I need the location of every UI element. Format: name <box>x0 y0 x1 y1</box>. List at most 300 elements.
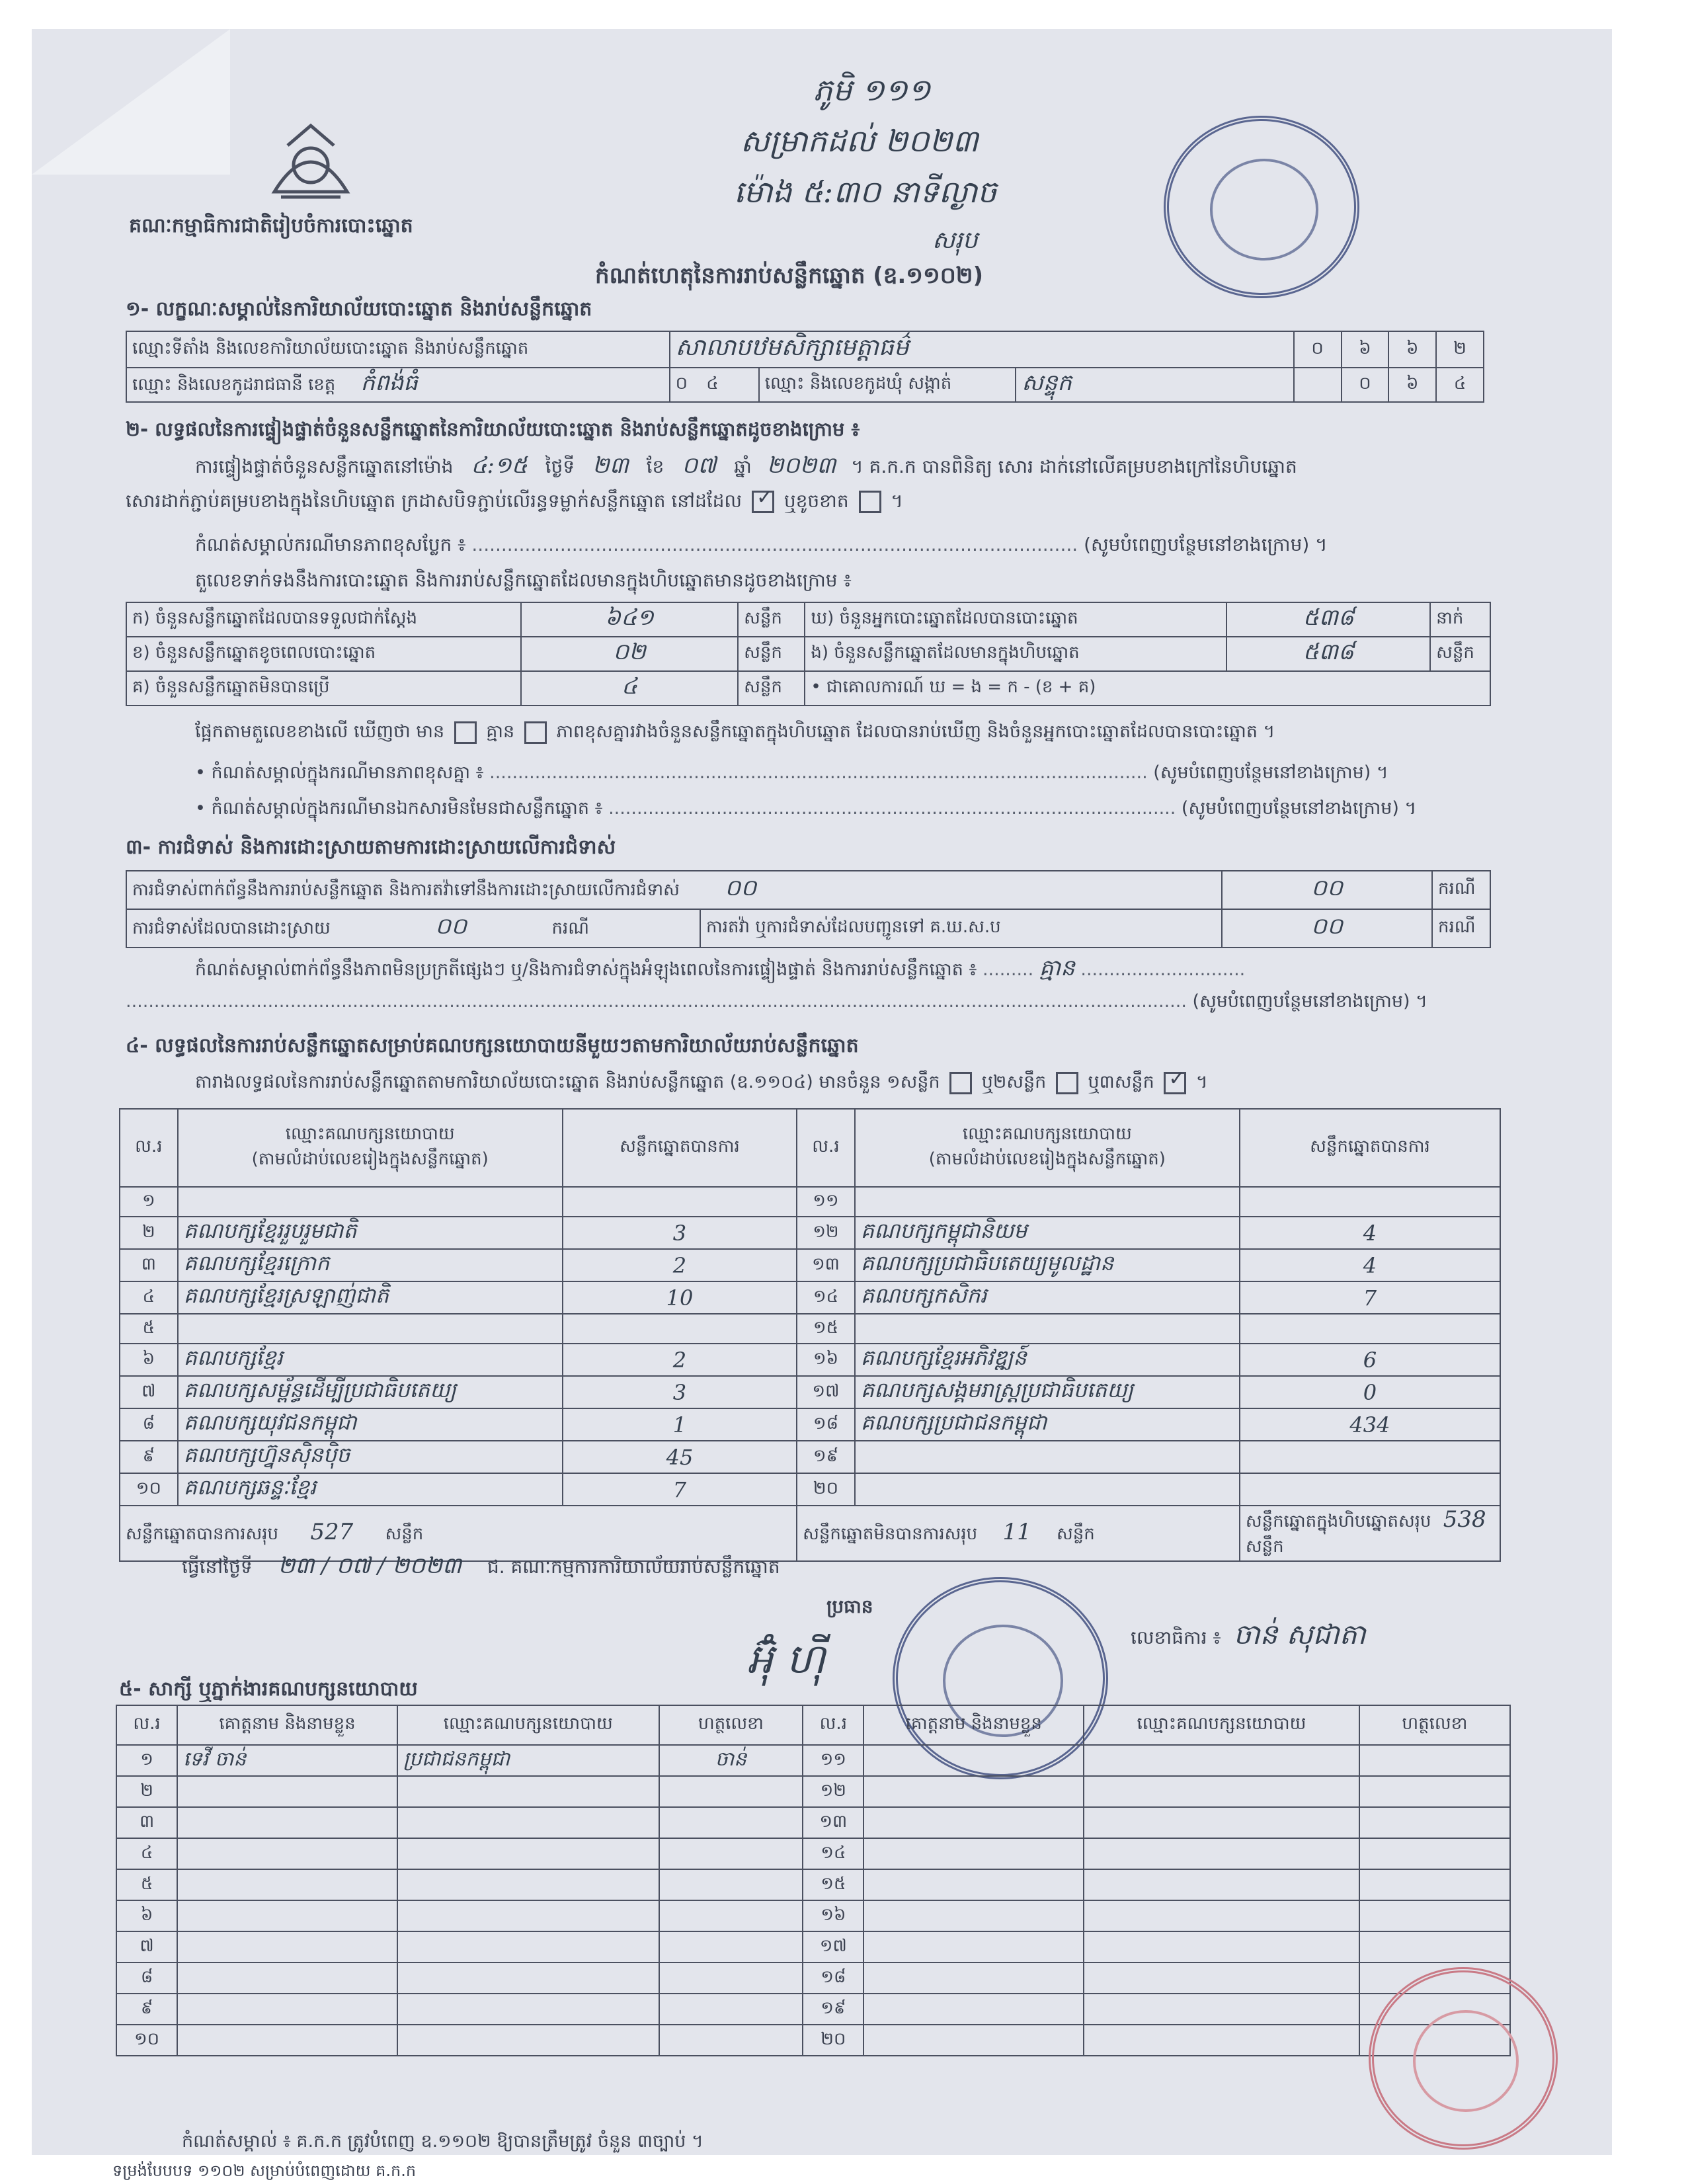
section-2-heading: ២- លទ្ធផលនៃការផ្ទៀងផ្ទាត់ចំនួនសន្លឹកឆ្នោតនៃការិយាល័យបោះឆ្នោត និងរាប់សន្លឹកឆ្នោតដូចខាងក្រោម ៖ <box>126 418 860 440</box>
party-name: គណបក្សខ្មែរស្រឡាញ់ជាតិ <box>178 1281 563 1314</box>
intact-checkbox[interactable]: ✓ <box>752 491 774 513</box>
table-row <box>120 1441 1500 1473</box>
forwarded-label: ការតវ៉ា ឬការជំទាស់ដែលបញ្ជូនទៅ គ.ឃ.ស.ប <box>700 909 1222 948</box>
party-name <box>855 1441 1240 1473</box>
total-invalid-unit: សន្លឹក <box>1056 1524 1095 1544</box>
col-party-subtitle: (តាមលំដាប់លេខរៀងក្នុងសន្លឹកឆ្នោត) <box>251 1149 489 1169</box>
damaged-checkbox[interactable] <box>859 491 881 513</box>
secretary-signature: ចាន់ សុជាតា <box>1233 1618 1366 1650</box>
party-name <box>855 1473 1240 1506</box>
code-digit: ២ <box>1436 331 1484 368</box>
dotted-line: ....................................................................................................... <box>471 534 1078 555</box>
col-party <box>178 1109 563 1187</box>
fill-note: (សូមបំពេញបន្ថែមនៅខាងក្រោម) ។ <box>1084 534 1328 555</box>
col-no: ល.រ <box>116 1705 177 1745</box>
witness-party <box>1084 2025 1359 2056</box>
row-number: ៥ <box>120 1314 178 1344</box>
results-body <box>120 1187 1500 1506</box>
table-row <box>120 1344 1500 1376</box>
witness-signature <box>659 1994 803 2025</box>
col-name: គោត្តនាម និងនាមខ្លួន <box>863 1705 1084 1745</box>
irregularity-remark-line-2 <box>126 991 1427 1016</box>
signing-date-value: ២៣ / ០៧ / ២០២៣ <box>278 1553 462 1579</box>
row-number: ៧ <box>120 1376 178 1408</box>
witness-name <box>863 1838 1084 1869</box>
figure-e-value: ៥៣៨ <box>1226 637 1430 671</box>
witness-party <box>397 1807 659 1838</box>
total-valid-label: សន្លឹកឆ្នោតបានការសរុប <box>126 1524 279 1544</box>
table-row <box>120 1314 1500 1344</box>
irregularity-remark-label: កំណត់សម្គាល់ពាក់ព័ន្ធនឹងភាពមិនប្រក្រតីផ្សេងៗ ឬ/និងការជំទាស់ក្នុងអំឡុងពេលនៃការផ្ទៀងផ្ទាត់ និងការរាប់សន្លឹកឆ្នោត ៖ <box>195 959 977 980</box>
vote-count <box>1240 1187 1500 1217</box>
party-name: គណបក្សសង្គមរាស្ត្រប្រជាធិបតេយ្យ <box>855 1376 1240 1408</box>
dotted-line: ........................................................................................................................................................................................... <box>126 991 1187 1012</box>
table-row <box>120 1249 1500 1281</box>
resolved-unit: ករណី <box>551 918 589 938</box>
ballot-figures-table <box>126 602 1491 706</box>
objections-table <box>126 870 1491 948</box>
dotted-line: ............................. <box>1080 959 1246 980</box>
figure-c-value: ៤ <box>521 671 738 706</box>
vote-count: 7 <box>1240 1281 1500 1314</box>
witness-name <box>863 1962 1084 1994</box>
comparison-text-b: គ្មាន <box>486 721 515 742</box>
verification-text-d: ឆ្នាំ <box>734 456 752 477</box>
forwarded-unit: ករណី <box>1432 909 1490 948</box>
row-number: ១៥ <box>803 1869 863 1900</box>
code-digit: ៦ <box>1342 331 1389 368</box>
vote-count: 2 <box>563 1344 797 1376</box>
code-digit: ៤ <box>1436 368 1484 402</box>
total-box-label: សន្លឹកឆ្នោតក្នុងហិបឆ្នោតសរុប <box>1245 1512 1431 1531</box>
party-name: គណបក្សកសិករ <box>855 1281 1240 1314</box>
section-5-heading: ៥- សាក្សី ឬភ្នាក់ងារគណបក្សនយោបាយ <box>119 1678 418 1701</box>
difference-yes-checkbox[interactable] <box>454 721 477 744</box>
discrepancy-remark <box>195 533 1328 560</box>
section-1-table <box>126 331 1484 403</box>
row-number: ១៧ <box>797 1376 855 1408</box>
official-seal-top <box>1164 116 1359 298</box>
row-number: ៤ <box>120 1281 178 1314</box>
comparison-note <box>195 721 1275 747</box>
commune-label: ឈ្មោះ និងលេខកូដឃុំ សង្កាត់ <box>759 368 1016 402</box>
col-party-title: ឈ្មោះគណបក្សនយោបាយ <box>285 1124 455 1144</box>
col-party <box>855 1109 1240 1187</box>
party-name <box>855 1187 1240 1217</box>
witness-party <box>1084 1900 1359 1931</box>
province-code <box>670 368 759 402</box>
row-number: ១៧ <box>803 1931 863 1962</box>
committee-label: ជ. គណៈកម្មការការិយាល័យរាប់សន្លឹកឆ្នោត <box>487 1556 780 1578</box>
difference-remark <box>195 762 1388 788</box>
witness-name <box>863 2025 1084 2056</box>
signing-date-label: ធ្វើនៅថ្ងៃទី <box>182 1556 253 1578</box>
vote-count <box>563 1314 797 1344</box>
table-row <box>120 1187 1500 1217</box>
col-votes: សន្លឹកឆ្នោតបានការ <box>563 1109 797 1187</box>
col-party-subtitle: (តាមលំដាប់លេខរៀងក្នុងសន្លឹកឆ្នោត) <box>928 1149 1166 1169</box>
witness-body <box>116 1745 1510 2056</box>
witness-party <box>1084 1994 1359 2025</box>
table-row <box>120 1376 1500 1408</box>
row-number: ២ <box>120 1217 178 1249</box>
vote-count: 45 <box>563 1441 797 1473</box>
witness-party <box>397 1869 659 1900</box>
witness-name: ទេវី ចាន់ <box>177 1745 397 1776</box>
emblem <box>261 119 360 205</box>
col-party: ឈ្មោះគណបក្សនយោបាយ <box>397 1705 659 1745</box>
verification-text-b: ថ្ងៃទី <box>545 456 575 477</box>
difference-no-checkbox[interactable] <box>524 721 547 744</box>
figure-a-label: ក) ចំនួនសន្លឹកឆ្នោតដែលបានទទួលជាក់ស្តែង <box>126 602 521 637</box>
commune-value: សន្ទុក <box>1016 368 1293 402</box>
table-row <box>120 1408 1500 1441</box>
secretary-label: លេខាធិការ ៖ <box>1131 1627 1221 1648</box>
vote-count: 2 <box>563 1249 797 1281</box>
code-digit: ០ <box>1294 331 1342 368</box>
total-box-value: 538 <box>1443 1506 1486 1533</box>
signing-date <box>182 1551 780 1584</box>
witness-name <box>177 1994 397 2025</box>
row-number: ១ <box>120 1187 178 1217</box>
results-sheet-count: តារាងលទ្ធផលនៃការរាប់សន្លឹកឆ្នោតតាមការិយាល័យបោះឆ្នោត និងរាប់សន្លឹកឆ្នោត (ឧ.១១០៤) មានចំនួន ១សន្លឹក ឬ២សន្លឹក ឬ៣សន្លឹក ✓ ។ <box>195 1071 1208 1097</box>
witness-name <box>177 1900 397 1931</box>
one-sheet-checkbox[interactable] <box>949 1072 972 1094</box>
col-sign: ហត្ថលេខា <box>659 1705 803 1745</box>
witness-party <box>1084 1838 1359 1869</box>
witness-name <box>177 1962 397 1994</box>
row-number: ១៥ <box>797 1314 855 1344</box>
witness-signature <box>1359 1776 1510 1807</box>
row-number: ១៦ <box>797 1344 855 1376</box>
table-row <box>120 1217 1500 1249</box>
official-seal-bottom <box>1369 1967 1558 2150</box>
code-digit <box>1294 368 1342 402</box>
code-digit: ៦ <box>1388 331 1436 368</box>
row-number: ១៣ <box>797 1249 855 1281</box>
handwritten-annotation-1: ភូមិ ១១១ <box>813 72 931 108</box>
witness-party <box>397 1776 659 1807</box>
handwritten-annotation-4: សរុប <box>932 227 978 254</box>
witness-signature <box>1359 1869 1510 1900</box>
comparison-text-a: ផ្អែកតាមតួលេខខាងលើ ឃើញថា មាន <box>195 721 445 742</box>
table-row <box>116 1962 1510 1994</box>
irregularity-remark-value: គ្មាន <box>1039 955 1075 981</box>
chair-label: ប្រធាន <box>826 1596 873 1617</box>
fill-note: (សូមបំពេញបន្ថែមនៅខាងក្រោម) ។ <box>1153 762 1388 783</box>
figure-c-unit: សន្លឹក <box>738 671 805 706</box>
dotted-line: .................................................................................................................... <box>489 762 1148 783</box>
total-box-unit: សន្លឹក <box>1245 1537 1284 1557</box>
formula: • ជាគោលការណ៍ ឃ = ង = ក - (ខ + គ) <box>805 671 1490 706</box>
org-name: គណៈកម្មាធិការជាតិរៀបចំការបោះឆ្នោត <box>129 214 413 237</box>
vote-count: 10 <box>563 1281 797 1314</box>
witness-party <box>1084 1776 1359 1807</box>
resolved-label-text: ការជំទាស់ដែលបានដោះស្រាយ <box>132 918 331 938</box>
row-number: ៤ <box>116 1838 177 1869</box>
witness-signature <box>1359 1745 1510 1776</box>
table-row <box>116 1745 1510 1776</box>
table-row <box>116 1838 1510 1869</box>
total-invalid <box>797 1506 1240 1561</box>
col-no: ល.រ <box>120 1109 178 1187</box>
witness-party <box>397 1994 659 2025</box>
province-label <box>126 368 670 402</box>
table-row <box>116 2025 1510 2056</box>
table-row <box>120 1473 1500 1506</box>
table-row <box>116 1869 1510 1900</box>
objections-row-1-label: ការជំទាស់ពាក់ព័ន្ធនឹងការរាប់សន្លឹកឆ្នោត និងការតវ៉ាទៅនឹងការដោះស្រាយលើការជំទាស់ <box>132 880 680 900</box>
row-number: ២០ <box>803 2025 863 2056</box>
col-votes: សន្លឹកឆ្នោតបានការ <box>1240 1109 1500 1187</box>
figure-d-unit: នាក់ <box>1430 602 1490 637</box>
row-number: ១ <box>116 1745 177 1776</box>
figure-e-label: ង) ចំនួនសន្លឹកឆ្នោតដែលមានក្នុងហិបឆ្នោត <box>805 637 1226 671</box>
row-number: ៥ <box>116 1869 177 1900</box>
results-sheet-intro: តារាងលទ្ធផលនៃការរាប់សន្លឹកឆ្នោតតាមការិយាល័យបោះឆ្នោត និងរាប់សន្លឹកឆ្នោត (ឧ.១១០៤) មានចំនួន ១សន្លឹក <box>195 1072 940 1092</box>
party-name <box>855 1314 1240 1344</box>
party-name: គណបក្សយុវជនកម្ពុជា <box>178 1408 563 1441</box>
witness-signature <box>659 1962 803 1994</box>
party-name: គណបក្សខ្មែររួបរួមជាតិ <box>178 1217 563 1249</box>
code-digit: ៦ <box>1388 368 1436 402</box>
row-number: ១១ <box>797 1187 855 1217</box>
row-number: ៧ <box>116 1931 177 1962</box>
row-number: ១១ <box>803 1745 863 1776</box>
verification-text-c: ខែ <box>646 456 664 477</box>
vote-count: 3 <box>563 1217 797 1249</box>
fill-note: (សូមបំពេញបន្ថែមនៅខាងក្រោម) ។ <box>1181 798 1417 819</box>
code-digit: ៤ <box>706 374 719 393</box>
row-number: ១៤ <box>797 1281 855 1314</box>
table-row <box>116 1900 1510 1931</box>
row-number: ១០ <box>116 2025 177 2056</box>
objections-count: ០០ <box>725 875 757 901</box>
vote-count <box>563 1187 797 1217</box>
non-ballot-remark <box>195 797 1416 823</box>
total-invalid-value: 11 <box>1002 1519 1031 1545</box>
vote-count <box>1240 1441 1500 1473</box>
figure-e-unit: សន្លឹក <box>1430 637 1490 671</box>
two-sheet-label: ឬ២សន្លឹក <box>981 1072 1047 1092</box>
verification-line-2: សោរដាក់ភ្ជាប់គម្របខាងក្នុងនៃហិបឆ្នោត ក្រដាសបិទភ្ជាប់លើរន្ធទម្លាក់សន្លឹកឆ្នោត នៅដដែល ✓ ឬខូចខាត ។ <box>126 486 903 512</box>
vote-count: 0 <box>1240 1376 1500 1408</box>
row-number: ៨ <box>120 1408 178 1441</box>
witness-signature <box>659 1838 803 1869</box>
col-name: គោត្តនាម និងនាមខ្លួន <box>177 1705 397 1745</box>
witness-name <box>863 1931 1084 1962</box>
row-number: ១៨ <box>797 1408 855 1441</box>
vote-count: 434 <box>1240 1408 1500 1441</box>
table-intro: តួលេខទាក់ទងនឹងការបោះឆ្នោត និងការរាប់សន្លឹកឆ្នោតដែលមានក្នុងហិបឆ្នោតមានដូចខាងក្រោម ៖ <box>195 569 852 591</box>
code-digit: ០ <box>1342 368 1389 402</box>
verification-text-e: ។ គ.ក.ក បានពិនិត្យ សោរ ដាក់នៅលើគម្របខាងក្រៅនៃហិបឆ្នោត <box>851 456 1297 477</box>
row-number: ៨ <box>116 1962 177 1994</box>
section-3-heading: ៣- ការជំទាស់ និងការដោះស្រាយតាមការដោះស្រាយលើការជំទាស់ <box>126 836 616 859</box>
witness-name <box>177 1776 397 1807</box>
row-number: ១២ <box>797 1217 855 1249</box>
col-sign: ហត្ថលេខា <box>1359 1705 1510 1745</box>
witness-signature <box>659 2025 803 2056</box>
witness-party <box>1084 1745 1359 1776</box>
non-ballot-remark-label: • កំណត់សម្គាល់ក្នុងករណីមានឯកសារមិនមែនជាសន្លឹកឆ្នោត ៖ <box>195 798 603 819</box>
three-sheet-label: ឬ៣សន្លឹក <box>1088 1072 1154 1092</box>
folded-corner <box>32 29 230 175</box>
party-name: គណបក្សខ្មែរក្រោក <box>178 1249 563 1281</box>
document-title: កំណត់ហេតុនៃការរាប់សន្លឹកឆ្នោត (ឧ.១១០២) <box>595 263 984 289</box>
witness-name <box>863 1900 1084 1931</box>
vote-count: 7 <box>563 1473 797 1506</box>
province-label-text: ឈ្មោះ និងលេខកូដរាជធានី ខេត្ត <box>132 375 336 395</box>
objections-appeal-count: ០០ <box>1222 871 1432 909</box>
row-number: ១៩ <box>797 1441 855 1473</box>
party-name: គណបក្សខ្មែរ <box>178 1344 563 1376</box>
dotted-line: ......... <box>982 959 1034 980</box>
witness-name <box>177 1869 397 1900</box>
table-row <box>120 1281 1500 1314</box>
handwritten-annotation-3: ម៉ោង ៥:៣០ នាទីល្ងាច <box>734 174 997 210</box>
col-no: ល.រ <box>797 1109 855 1187</box>
vote-count: 1 <box>563 1408 797 1441</box>
dotted-line: .................................................................................................... <box>608 798 1176 819</box>
fill-note: (សូមបំពេញបន្ថែមនៅខាងក្រោម) ។ <box>1192 991 1427 1012</box>
row-number: ២០ <box>797 1473 855 1506</box>
section-4-heading: ៤- លទ្ធផលនៃការរាប់សន្លឹកឆ្នោតសម្រាប់គណបក្សនយោបាយនីមួយៗតាមការិយាល័យរាប់សន្លឹកឆ្នោត <box>126 1034 859 1057</box>
table-row <box>116 1994 1510 2025</box>
witness-signature <box>659 1776 803 1807</box>
polling-station-value: សាលាបឋមសិក្សាមេត្តាធម៌ <box>670 331 1294 368</box>
party-name: គណបក្សហ្វ៊ុនស៊ិនប៉ិច <box>178 1441 563 1473</box>
row-number: ៩ <box>120 1441 178 1473</box>
table-row <box>116 1807 1510 1838</box>
witness-name <box>863 1776 1084 1807</box>
party-name: គណបក្សសម្ព័ន្ធដើម្បីប្រជាធិបតេយ្យ <box>178 1376 563 1408</box>
witness-party <box>1084 1962 1359 1994</box>
witness-party <box>1084 1931 1359 1962</box>
party-name: គណបក្សខ្មែរអភិវឌ្ឍន៍ <box>855 1344 1240 1376</box>
witness-signature <box>1359 1931 1510 1962</box>
province-value: កំពង់ធំ <box>360 370 418 396</box>
row-number: ១៦ <box>803 1900 863 1931</box>
row-number: ១៨ <box>803 1962 863 1994</box>
secretary <box>1131 1617 1366 1658</box>
two-sheet-checkbox[interactable] <box>1056 1072 1078 1094</box>
vote-count: 3 <box>563 1376 797 1408</box>
witness-signature <box>659 1869 803 1900</box>
verification-time: ៤:១៥ <box>471 452 528 479</box>
handwritten-annotation-2: សម្រាកដល់ ២០២៣ <box>741 123 979 159</box>
verification-text-a: ការផ្ទៀងផ្ទាត់ចំនួនសន្លឹកឆ្នោតនៅម៉ោង <box>195 456 454 477</box>
witness-party <box>397 1900 659 1931</box>
resolved-count: ០០ <box>435 913 467 940</box>
row-number: ៣ <box>120 1249 178 1281</box>
witness-name <box>177 1838 397 1869</box>
witness-signature <box>1359 1838 1510 1869</box>
figure-b-unit: សន្លឹក <box>738 637 805 671</box>
row-number: ១០ <box>120 1473 178 1506</box>
results-table <box>119 1108 1501 1562</box>
forwarded-count: ០០ <box>1222 909 1432 948</box>
damaged-label: ឬខូចខាត <box>783 490 849 512</box>
witness-party <box>1084 1807 1359 1838</box>
vote-count <box>1240 1314 1500 1344</box>
witness-party <box>1084 1869 1359 1900</box>
col-party: ឈ្មោះគណបក្សនយោបាយ <box>1084 1705 1359 1745</box>
verification-line-1 <box>195 451 1297 484</box>
party-name <box>178 1314 563 1344</box>
witness-party: ប្រជាជនកម្ពុជា <box>397 1745 659 1776</box>
resolved-label <box>126 909 700 948</box>
witness-signature <box>1359 1900 1510 1931</box>
figure-d-label: ឃ) ចំនួនអ្នកបោះឆ្នោតដែលបានបោះឆ្នោត <box>805 602 1226 637</box>
row-number: ៦ <box>116 1900 177 1931</box>
row-number: ៩ <box>116 1994 177 2025</box>
chair-signature: អ៊ុំ ហ៊ី <box>747 1635 826 1683</box>
total-invalid-label: សន្លឹកឆ្នោតមិនបានការសរុប <box>803 1524 978 1544</box>
vote-count: 4 <box>1240 1217 1500 1249</box>
col-no: ល.រ <box>803 1705 863 1745</box>
witness-name <box>863 1807 1084 1838</box>
irregularity-remark <box>195 953 1245 987</box>
verification-text-line2: សោរដាក់ភ្ជាប់គម្របខាងក្នុងនៃហិបឆ្នោត ក្រដាសបិទភ្ជាប់លើរន្ធទម្លាក់សន្លឹកឆ្នោត នៅដដែល <box>126 490 743 512</box>
witness-name <box>177 1931 397 1962</box>
witness-name <box>177 1807 397 1838</box>
witness-party <box>397 1838 659 1869</box>
table-row <box>116 1931 1510 1962</box>
witness-name <box>863 1745 1084 1776</box>
row-number: ៣ <box>116 1807 177 1838</box>
footnote: កំណត់សម្គាល់ ៖ គ.ក.ក ត្រូវបំពេញ ឧ.១១០២ ឱ្យបានត្រឹមត្រូវ ចំនួន ៣ច្បាប់ ។ <box>182 2131 703 2152</box>
vote-count: 6 <box>1240 1344 1500 1376</box>
party-name <box>178 1187 563 1217</box>
objections-unit: ករណី <box>1432 871 1490 909</box>
row-number: ១៩ <box>803 1994 863 2025</box>
section-1-heading: ១- លក្ខណៈសម្គាល់នៃការិយាល័យបោះឆ្នោត និងរាប់សន្លឹកឆ្នោត <box>126 298 592 321</box>
vote-count: 4 <box>1240 1249 1500 1281</box>
code-digit: ០ <box>675 374 688 393</box>
witness-name <box>177 2025 397 2056</box>
row-number: ១៤ <box>803 1838 863 1869</box>
figure-b-value: ០២ <box>521 637 738 671</box>
witness-signature: ចាន់ <box>659 1745 803 1776</box>
row-number: ១២ <box>803 1776 863 1807</box>
witness-signature <box>659 1807 803 1838</box>
figure-d-value: ៥៣៨ <box>1226 602 1430 637</box>
objections-row-1 <box>126 871 1222 909</box>
witness-party <box>397 1962 659 1994</box>
witness-table <box>116 1705 1511 2056</box>
polling-station-label: ឈ្មោះទីតាំង និងលេខការិយាល័យបោះឆ្នោត និងរាប់សន្លឹកឆ្នោត <box>126 331 670 368</box>
witness-signature <box>1359 1807 1510 1838</box>
figure-a-value: ៦៤១ <box>521 602 738 637</box>
witness-party <box>397 2025 659 2056</box>
difference-remark-label: • កំណត់សម្គាល់ក្នុងករណីមានភាពខុសគ្នា ៖ <box>195 762 484 783</box>
discrepancy-remark-label: កំណត់សម្គាល់ករណីមានភាពខុសប្លែក ៖ <box>195 534 466 555</box>
witness-party <box>397 1931 659 1962</box>
total-valid-value: 527 <box>310 1519 354 1545</box>
table-row <box>116 1776 1510 1807</box>
row-number: ២ <box>116 1776 177 1807</box>
witness-name <box>863 1994 1084 2025</box>
witness-signature <box>659 1900 803 1931</box>
party-name: គណបក្សប្រជាធិបតេយ្យមូលដ្ឋាន <box>855 1249 1240 1281</box>
row-number: ១៣ <box>803 1807 863 1838</box>
row-number: ៦ <box>120 1344 178 1376</box>
three-sheet-checkbox[interactable]: ✓ <box>1164 1072 1186 1094</box>
verification-month: ០៧ <box>682 452 717 479</box>
figure-b-label: ខ) ចំនួនសន្លឹកឆ្នោតខូចពេលបោះឆ្នោត <box>126 637 521 671</box>
col-party-title: ឈ្មោះគណបក្សនយោបាយ <box>962 1124 1132 1144</box>
